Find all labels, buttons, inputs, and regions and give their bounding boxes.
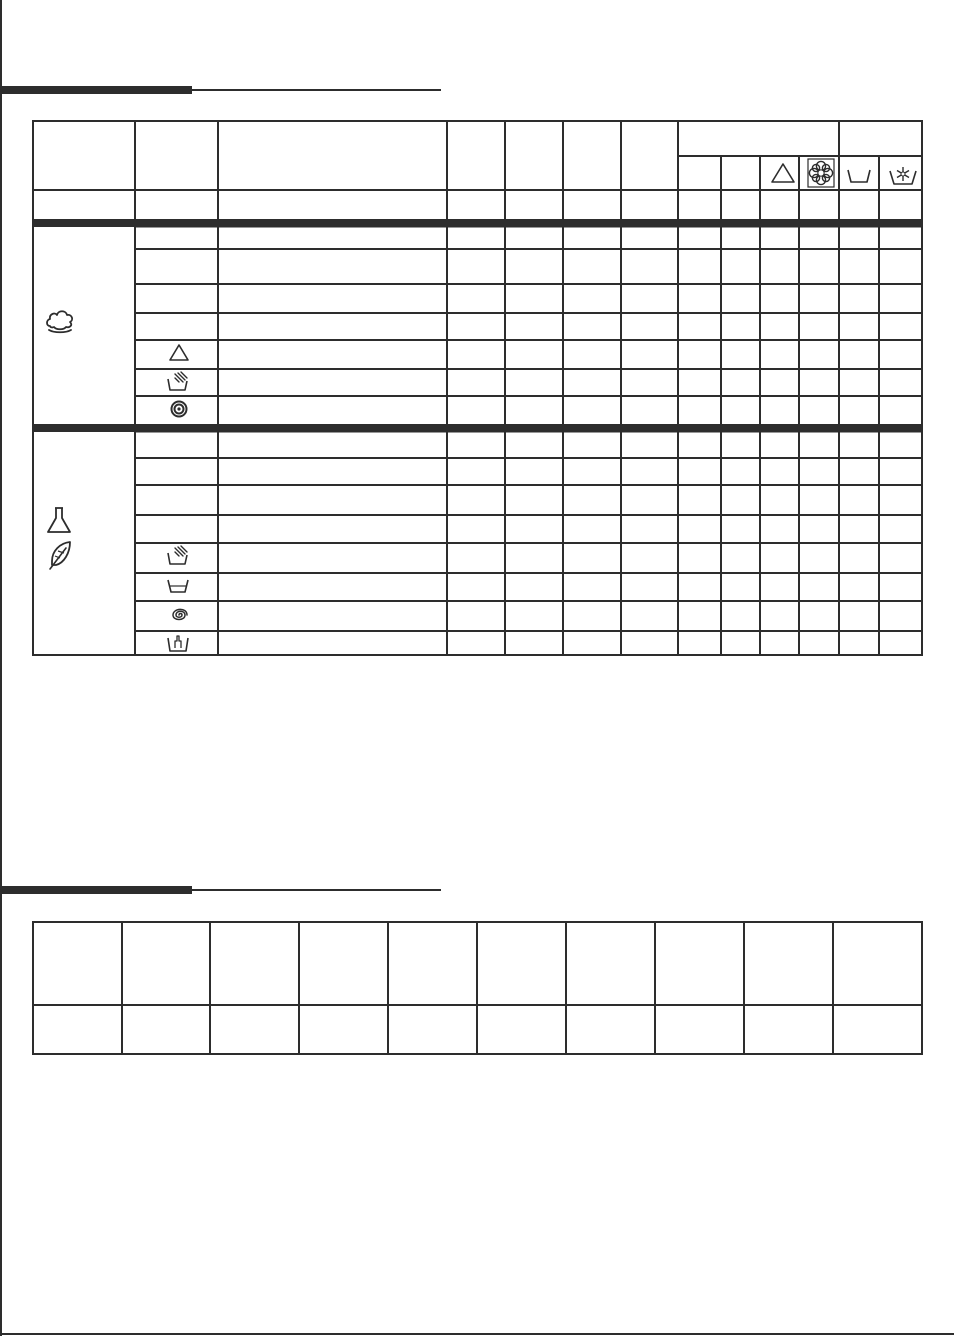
flower-icon: [807, 158, 835, 188]
rinse-shower-icon: [166, 371, 190, 393]
rinse-shower-icon: [166, 545, 190, 567]
cold-wash-icon: [888, 163, 918, 187]
flask-icon: [45, 505, 73, 535]
feather-icon: [46, 539, 74, 571]
spin-spiral-bold-icon: [169, 399, 189, 419]
washtub-icon: [846, 166, 872, 186]
washtub-icon: [166, 576, 190, 596]
triangle-icon: [770, 162, 796, 184]
cotton-cloud-icon: [44, 306, 76, 336]
hand-wash-icon: [166, 632, 190, 654]
spin-spiral-icon: [168, 604, 190, 626]
triangle-icon: [168, 343, 190, 363]
